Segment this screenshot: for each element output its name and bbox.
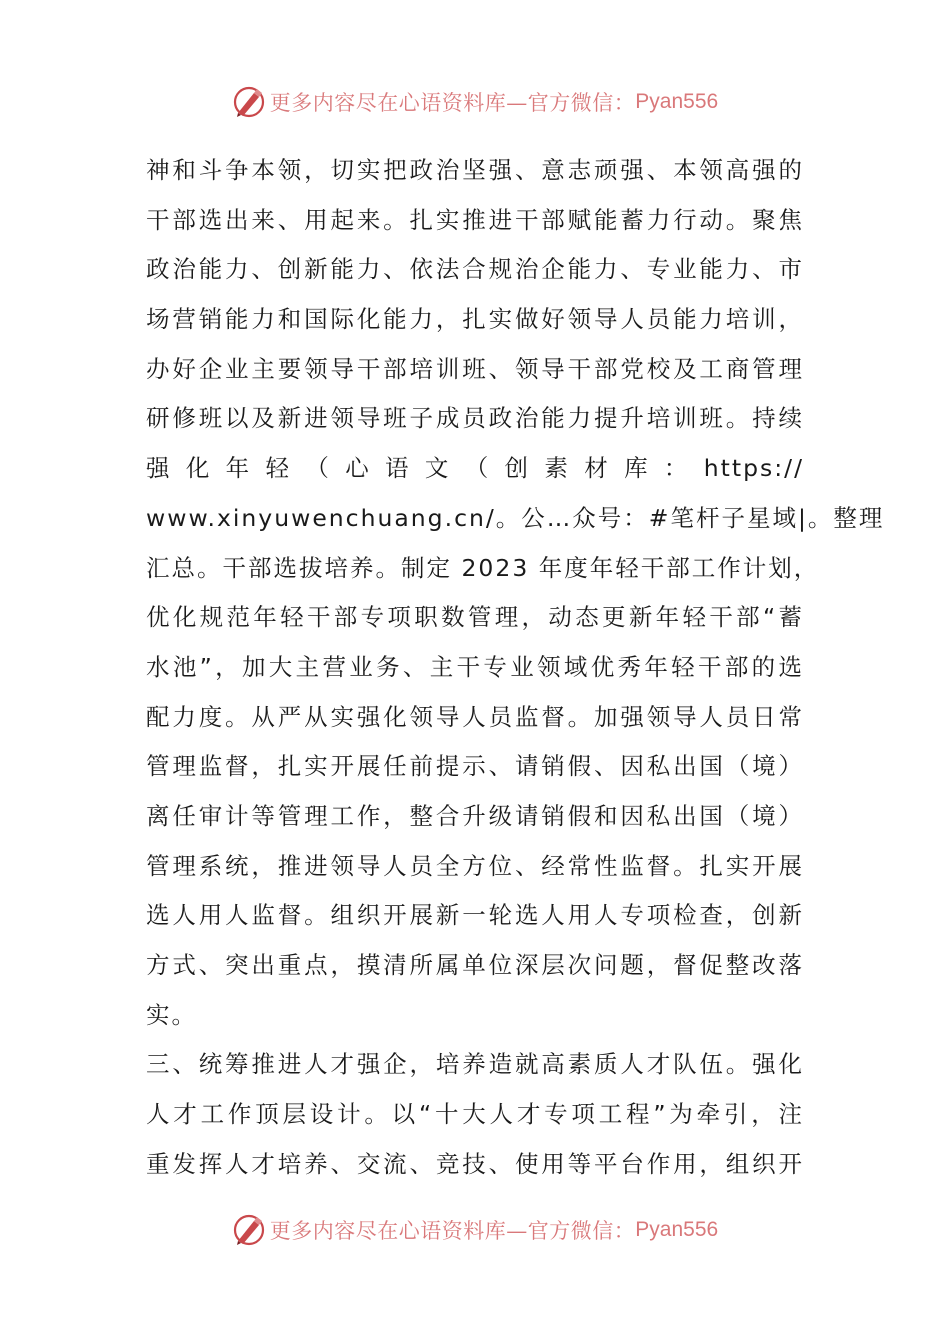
body-line: 水池”，加大主营业务、主干专业领域优秀年轻干部的选 bbox=[146, 652, 804, 681]
pen-logo-icon bbox=[232, 1213, 266, 1247]
body-line: 管理系统，推进领导人员全方位、经常性监督。扎实开展 bbox=[146, 851, 804, 880]
body-line: 人才工作顶层设计。以“十大人才专项工程”为牵引，注 bbox=[146, 1100, 804, 1129]
pen-logo-icon bbox=[232, 85, 266, 119]
body-line: 实。 bbox=[146, 1000, 197, 1029]
banner-wechat-id: Pyan556 bbox=[635, 90, 719, 113]
body-line: 重发挥人才培养、交流、竞技、使用等平台作用，组织开 bbox=[146, 1149, 804, 1178]
body-line: 三、统筹推进人才强企，培养造就高素质人才队伍。强化 bbox=[146, 1050, 804, 1079]
banner-text: 更多内容尽在心语资料库—官方微信： bbox=[269, 91, 636, 115]
banner-wechat-id: Pyan556 bbox=[635, 1218, 719, 1241]
body-line: 办好企业主要领导干部培训班、领导干部党校及工商管理 bbox=[146, 354, 804, 383]
banner-text: 更多内容尽在心语资料库—官方微信： bbox=[269, 1219, 636, 1243]
body-line: 强 化 年 轻 （ 心 语 文 （ 创 素 材 库 ： https:// bbox=[146, 454, 804, 483]
body-line: www.xinyuwenchuang.cn/。公…众号：#笔杆子星域|。整理 bbox=[146, 503, 885, 532]
document-body bbox=[146, 146, 885, 1189]
body-line: 汇总。干部选拔培养。制定 2023 年度年轻干部工作计划， bbox=[146, 553, 820, 582]
body-line: 配力度。从严从实强化领导人员监督。加强领导人员日常 bbox=[146, 702, 804, 731]
body-line: 政治能力、创新能力、依法合规治企能力、专业能力、市 bbox=[146, 255, 804, 284]
body-line: 干部选出来、用起来。扎实推进干部赋能蓄力行动。聚焦 bbox=[146, 205, 804, 234]
header-banner bbox=[0, 80, 950, 124]
body-line: 管理监督，扎实开展任前提示、请销假、因私出国（境） bbox=[146, 752, 804, 781]
body-line: 场营销能力和国际化能力，扎实做好领导人员能力培训， bbox=[146, 305, 804, 334]
body-line: 神和斗争本领，切实把政治坚强、意志顽强、本领高强的 bbox=[146, 156, 804, 184]
body-line: 离任审计等管理工作，整合升级请销假和因私出国（境） bbox=[146, 801, 804, 830]
body-line: 选人用人监督。组织开展新一轮选人用人专项检查，创新 bbox=[146, 901, 804, 930]
body-line: 方式、突出重点，摸清所属单位深层次问题，督促整改落 bbox=[146, 951, 804, 979]
body-line: 研修班以及新进领导班子成员政治能力提升培训班。持续 bbox=[146, 404, 804, 433]
body-line: 优化规范年轻干部专项职数管理，动态更新年轻干部“蓄 bbox=[146, 603, 804, 632]
footer-banner bbox=[0, 1208, 950, 1252]
